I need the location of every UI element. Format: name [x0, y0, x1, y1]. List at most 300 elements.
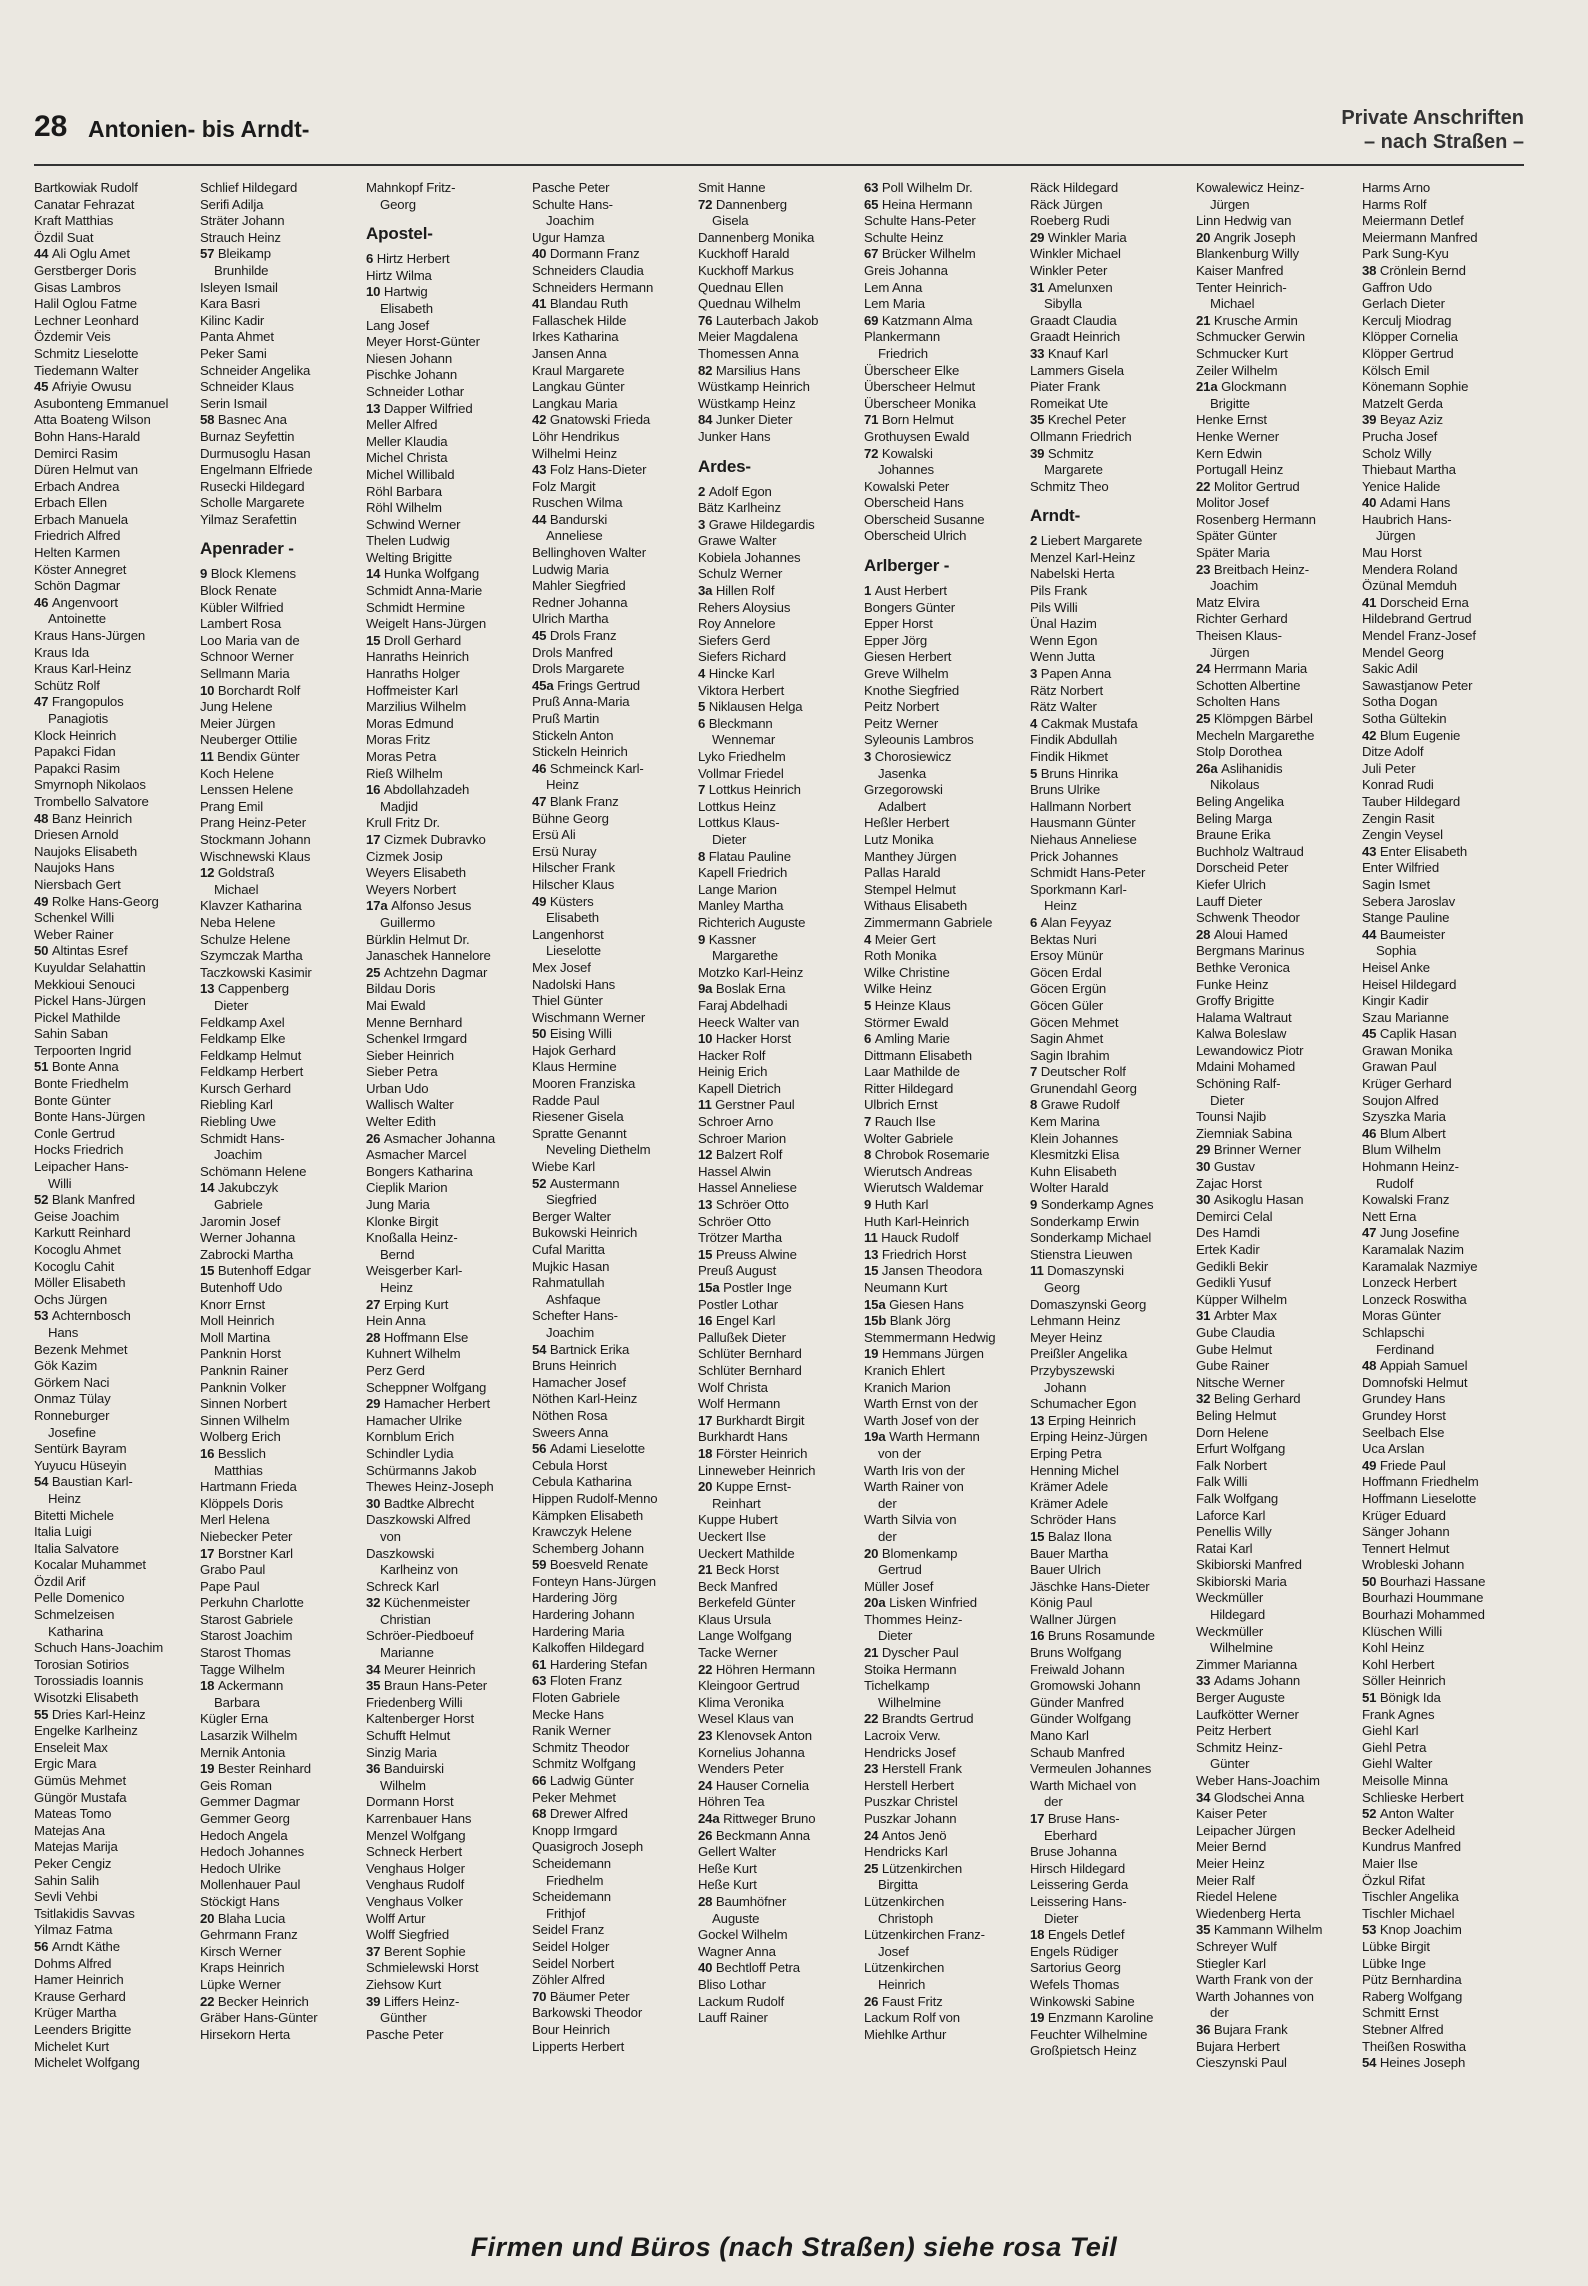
directory-entry: [1030, 379, 1194, 396]
house-number: 9: [864, 1197, 875, 1213]
directory-entry: [864, 1894, 1028, 1911]
resident-name: Scheidemann: [532, 1855, 611, 1871]
directory-entry: [864, 1529, 1028, 1546]
resident-name: Mecke Hans: [532, 1706, 604, 1722]
directory-entry: [532, 1939, 696, 1956]
directory-entry: [1030, 1512, 1194, 1529]
directory-entry: [34, 1010, 198, 1027]
resident-name: Langkau Günter: [532, 379, 625, 395]
directory-entry: [1030, 799, 1194, 816]
directory-entry: [1196, 744, 1360, 761]
directory-entry: [1030, 865, 1194, 882]
resident-name: Hocks Friedrich: [34, 1142, 124, 1158]
directory-entry: [532, 927, 696, 944]
resident-name: Schaub Manfred: [1030, 1744, 1125, 1760]
resident-name: Sänger Johann: [1362, 1524, 1450, 1540]
house-number: 13: [864, 1246, 882, 1262]
directory-entry: [1196, 2022, 1360, 2039]
resident-name: Becker Heinrich: [217, 1993, 309, 2009]
house-number: 23: [864, 1761, 882, 1777]
directory-entry: [200, 1114, 364, 1131]
resident-name: Klöpper Cornelia: [1362, 329, 1458, 345]
resident-name: Cieszynski Paul: [1196, 2055, 1287, 2071]
house-number: 13: [200, 981, 218, 997]
resident-name: Bourhazi Hoummane: [1362, 1590, 1484, 1606]
directory-entry: [366, 948, 530, 965]
directory-entry: [1196, 827, 1360, 844]
directory-entry: [698, 1877, 862, 1894]
directory-entry: [200, 280, 364, 297]
resident-name: Kraus Ida: [34, 644, 90, 660]
directory-entry: [34, 462, 198, 479]
resident-name: Onmaz Tülay: [34, 1391, 111, 1407]
resident-name: Klöpper Gertrud: [1362, 345, 1454, 361]
resident-name: Seidel Holger: [532, 1938, 610, 1954]
resident-name: Hajok Gerhard: [532, 1042, 616, 1058]
directory-entry: [34, 479, 198, 496]
directory-entry: [1362, 412, 1526, 429]
directory-entry: [366, 649, 530, 666]
resident-name: Geis Roman: [200, 1777, 272, 1793]
house-number: 24a: [698, 1811, 724, 1826]
house-number: 20: [864, 1545, 882, 1561]
directory-entry: [200, 882, 364, 899]
resident-name: Schneider Angelika: [200, 362, 311, 378]
directory-entry: [34, 1325, 198, 1342]
resident-name: Hoffmeister Karl: [366, 682, 458, 698]
resident-name: Grzegorowski: [864, 782, 943, 798]
house-number: 28: [366, 1329, 384, 1345]
resident-name: Kaltenberger Horst: [366, 1711, 474, 1727]
directory-entry: [532, 1922, 696, 1939]
resident-name: Schwenk Theodor: [1196, 910, 1300, 926]
resident-name: Hirsekorn Herta: [200, 2026, 291, 2042]
directory-entry: [1196, 595, 1360, 612]
directory-entry: [200, 1313, 364, 1330]
resident-name: Matz Elvira: [1196, 594, 1260, 610]
resident-name: Dannenberg: [715, 196, 787, 212]
house-number: 7: [864, 1114, 875, 1130]
resident-name: Krüger Martha: [34, 2005, 117, 2021]
resident-name: Margarete: [1044, 462, 1103, 478]
resident-name: Schreyer Wulf: [1196, 1938, 1277, 1954]
directory-entry: [366, 1214, 530, 1231]
directory-entry: [864, 583, 1028, 600]
resident-name: Christian: [380, 1611, 431, 1627]
directory-entry: [34, 678, 198, 695]
directory-entry: [1196, 1225, 1360, 1242]
directory-entry: [864, 1015, 1028, 1032]
directory-entry: [366, 1280, 530, 1297]
resident-name: Austermann: [549, 1175, 620, 1191]
house-number: 15a: [864, 1296, 890, 1312]
directory-entry: [1030, 1911, 1194, 1928]
directory-entry: [200, 1562, 364, 1579]
house-number: 71: [864, 412, 882, 428]
house-number: 9a: [698, 981, 716, 997]
directory-entry: [532, 711, 696, 728]
directory-entry: [1196, 1806, 1360, 1823]
house-number: 37: [366, 1943, 384, 1959]
directory-entry: [1362, 811, 1526, 828]
directory-entry: [698, 666, 862, 683]
resident-name: Klöppels Doris: [200, 1495, 283, 1511]
resident-name: Matejas Marija: [34, 1839, 118, 1855]
resident-name: Heinig Erich: [698, 1064, 768, 1080]
resident-name: Burnaz Seyfettin: [200, 428, 295, 444]
resident-name: Bruns Heinrich: [532, 1358, 617, 1374]
directory-entry: [1362, 1906, 1526, 1923]
directory-entry: [864, 462, 1028, 479]
resident-name: Niehaus Anneliese: [1030, 831, 1137, 847]
resident-name: Sinnen Norbert: [200, 1396, 287, 1412]
resident-name: der: [878, 1495, 897, 1511]
directory-entry: [864, 716, 1028, 733]
directory-entry: [1196, 761, 1360, 778]
house-number: 72: [698, 196, 716, 212]
resident-name: Postler Lothar: [698, 1296, 778, 1312]
resident-name: Boslak Erna: [715, 981, 786, 997]
resident-name: Wenn Egon: [1030, 632, 1098, 648]
directory-entry: [698, 1363, 862, 1380]
directory-entry: [34, 1209, 198, 1226]
directory-entry: [366, 1844, 530, 1861]
directory-entry: [532, 694, 696, 711]
directory-entry: [1362, 860, 1526, 877]
directory-entry: [864, 766, 1028, 783]
resident-name: Warth Silvia von: [864, 1512, 957, 1528]
directory-entry: [1196, 1391, 1360, 1408]
house-number: 16: [1030, 1628, 1048, 1644]
house-number: 54: [34, 1474, 52, 1490]
resident-name: Frithjof: [546, 1905, 586, 1921]
resident-name: Syleounis Lambros: [864, 732, 974, 748]
resident-name: Nikolaus: [1210, 777, 1260, 793]
directory-entry: [532, 562, 696, 579]
directory-entry: [366, 197, 530, 214]
directory-entry: [864, 2010, 1028, 2027]
resident-name: Heeck Walter van: [698, 1014, 800, 1030]
resident-name: Serin Ismail: [200, 395, 268, 411]
directory-entry: [366, 815, 530, 832]
house-number: 40: [698, 1960, 716, 1976]
directory-entry: [532, 1889, 696, 1906]
resident-name: Pruß Anna-Maria: [532, 694, 630, 710]
directory-entry: [200, 2010, 364, 2027]
directory-entry: [532, 960, 696, 977]
resident-name: Pelle Domenico: [34, 1590, 125, 1606]
directory-entry: [200, 1645, 364, 1662]
resident-name: Bergmans Marinus: [1196, 943, 1305, 959]
resident-name: Später Günter: [1196, 528, 1277, 544]
resident-name: Dohms Alfred: [34, 1955, 112, 1971]
directory-entry: [366, 1927, 530, 1944]
directory-entry: [200, 230, 364, 247]
house-number: 9: [200, 566, 211, 582]
directory-entry: [1196, 446, 1360, 463]
resident-name: Zajac Horst: [1196, 1175, 1262, 1191]
house-number: 45: [34, 379, 52, 395]
directory-entry: [34, 1425, 198, 1442]
resident-name: Schindler Lydia: [366, 1445, 454, 1461]
directory-entry: [698, 1197, 862, 1214]
directory-entry: [532, 1342, 696, 1359]
resident-name: Wilke Christine: [864, 964, 950, 980]
resident-name: Schlüter Bernhard: [698, 1346, 802, 1362]
directory-entry: [1362, 1707, 1526, 1724]
directory-entry: [864, 1280, 1028, 1297]
directory-entry: [864, 213, 1028, 230]
resident-name: Sibylla: [1044, 296, 1082, 312]
directory-entry: [1362, 396, 1526, 413]
directory-entry: [532, 412, 696, 429]
resident-name: Quednau Ellen: [698, 279, 784, 295]
resident-name: Günder Manfred: [1030, 1694, 1124, 1710]
resident-name: Mai Ewald: [366, 997, 426, 1013]
directory-entry: [34, 280, 198, 297]
resident-name: Romeikat Ute: [1030, 395, 1109, 411]
resident-name: Hanraths Holger: [366, 666, 460, 682]
resident-name: Bohn Hans-Harald: [34, 428, 141, 444]
resident-name: Serifi Adilja: [200, 196, 264, 212]
resident-name: Sträter Johann: [200, 213, 285, 229]
directory-entry: [864, 1794, 1028, 1811]
directory-entry: [200, 915, 364, 932]
resident-name: Burkhardt Hans: [698, 1429, 788, 1445]
directory-entry: [532, 1458, 696, 1475]
directory-entry: [532, 1441, 696, 1458]
directory-entry: [200, 1297, 364, 1314]
directory-entry: [34, 1740, 198, 1757]
directory-column: [34, 180, 198, 2210]
house-number: 24: [698, 1777, 716, 1793]
resident-name: Gemmer Dagmar: [200, 1794, 300, 1810]
directory-entry: [34, 943, 198, 960]
resident-name: Gube Claudia: [1196, 1324, 1275, 1340]
resident-name: Jürgen: [1376, 528, 1416, 544]
directory-entry: [200, 429, 364, 446]
resident-name: Marsilius Hans: [715, 362, 801, 378]
directory-entry: [1030, 600, 1194, 617]
resident-name: Oberscheid Hans: [864, 495, 964, 511]
resident-name: Przybyszewski: [1030, 1362, 1115, 1378]
directory-entry: [200, 1927, 364, 1944]
directory-entry: [366, 1512, 530, 1529]
directory-entry: [366, 1346, 530, 1363]
resident-name: Gök Kazim: [34, 1358, 98, 1374]
directory-entry: [200, 329, 364, 346]
resident-name: Papakci Fidan: [34, 744, 116, 760]
directory-entry: [200, 732, 364, 749]
resident-name: Quasigroch Joseph: [532, 1839, 644, 1855]
directory-entry: [1362, 1491, 1526, 1508]
resident-name: Joachim: [546, 213, 595, 229]
directory-entry: [1196, 528, 1360, 545]
resident-name: Hendricks Josef: [864, 1744, 956, 1760]
house-number: 45: [1362, 1026, 1380, 1042]
resident-name: Schmitt Ernst: [1362, 2005, 1439, 2021]
directory-entry: [366, 533, 530, 550]
directory-entry: [698, 1380, 862, 1397]
directory-entry: [200, 616, 364, 633]
resident-name: Seidel Franz: [532, 1922, 605, 1938]
directory-entry: [864, 649, 1028, 666]
house-number: 13: [366, 400, 384, 416]
directory-entry: [200, 213, 364, 230]
directory-entry: [366, 1994, 530, 2011]
resident-name: Heße Kurt: [698, 1860, 757, 1876]
directory-entry: [366, 1164, 530, 1181]
directory-entry: [366, 318, 530, 335]
directory-entry: [1030, 446, 1194, 463]
resident-name: Beling Helmut: [1196, 1407, 1277, 1423]
resident-name: Theisen Klaus-: [1196, 628, 1282, 644]
directory-entry: [1030, 1877, 1194, 1894]
resident-name: Helten Karmen: [34, 545, 121, 561]
resident-name: Meier Ralf: [1196, 1872, 1255, 1888]
resident-name: Bruse Johanna: [1030, 1844, 1117, 1860]
house-number: 65: [864, 196, 882, 212]
resident-name: Friedhelm: [546, 1872, 604, 1888]
directory-entry: [1362, 1590, 1526, 1607]
directory-entry: [864, 1247, 1028, 1264]
resident-name: Preißler Angelika: [1030, 1346, 1128, 1362]
resident-name: Durmusoglu Hasan: [200, 445, 311, 461]
resident-name: Roy Annelore: [698, 616, 776, 632]
directory-entry: [366, 716, 530, 733]
resident-name: Kuppe Hubert: [698, 1512, 778, 1528]
resident-name: Theißen Roswitha: [1362, 2038, 1466, 2054]
resident-name: Knop Joachim: [1379, 1922, 1462, 1938]
resident-name: Klaus Ursula: [698, 1611, 771, 1627]
house-number: 39: [1030, 445, 1048, 461]
resident-name: Domaszynski: [1047, 1263, 1124, 1279]
directory-entry: [864, 1496, 1028, 1513]
directory-entry: [200, 246, 364, 263]
resident-name: Menzel Karl-Heinz: [1030, 549, 1136, 565]
resident-name: Joachim: [1210, 578, 1259, 594]
resident-name: Erbach Manuela: [34, 511, 128, 527]
directory-entry: [200, 782, 364, 799]
directory-entry: [200, 799, 364, 816]
directory-entry: [1196, 1275, 1360, 1292]
directory-entry: [1362, 1823, 1526, 1840]
directory-entry: [1362, 213, 1526, 230]
directory-entry: [366, 1761, 530, 1778]
resident-name: Bätz Karlheinz: [698, 500, 781, 516]
directory-column: [1196, 180, 1360, 2210]
directory-entry: [698, 1429, 862, 1446]
house-number: 31: [1196, 1308, 1214, 1324]
directory-entry: [34, 1557, 198, 1574]
directory-entry: [1030, 396, 1194, 413]
directory-entry: [200, 1064, 364, 1081]
directory-entry: [1362, 827, 1526, 844]
resident-name: Pasche Peter: [532, 180, 610, 195]
resident-name: Welting Brigitte: [366, 549, 453, 565]
directory-entry: [532, 1673, 696, 1690]
resident-name: Gertrud: [878, 1562, 922, 1578]
directory-entry: [698, 1794, 862, 1811]
directory-entry: [1362, 1524, 1526, 1541]
directory-entry: [864, 600, 1028, 617]
resident-name: Tagge Wilhelm: [200, 1661, 285, 1677]
house-number: 67: [864, 246, 882, 262]
house-number: 50: [532, 1026, 550, 1042]
directory-entry: [34, 1109, 198, 1126]
house-number: 23: [698, 1728, 716, 1744]
directory-entry: [532, 1972, 696, 1989]
directory-entry: [200, 296, 364, 313]
resident-name: Radde Paul: [532, 1092, 600, 1108]
directory-entry: [532, 678, 696, 695]
resident-name: Mekkioui Senouci: [34, 976, 135, 992]
resident-name: Tenter Heinrich-: [1196, 279, 1287, 295]
directory-entry: [532, 611, 696, 628]
directory-entry: [366, 301, 530, 318]
directory-entry: [366, 1048, 530, 1065]
resident-name: Hassel Alwin: [698, 1163, 771, 1179]
resident-name: Block Klemens: [210, 566, 296, 582]
directory-entry: [1196, 1059, 1360, 1076]
resident-name: Kranich Marion: [864, 1379, 951, 1395]
resident-name: Überscheer Monika: [864, 395, 976, 411]
directory-entry: [200, 633, 364, 650]
resident-name: Scholten Hans: [1196, 694, 1280, 710]
resident-name: Lammers Gisela: [1030, 362, 1124, 378]
directory-entry: [1362, 744, 1526, 761]
directory-entry: [532, 1408, 696, 1425]
directory-entry: [366, 1496, 530, 1513]
resident-name: Block Renate: [200, 583, 277, 599]
directory-entry: [864, 1877, 1028, 1894]
directory-entry: [200, 1081, 364, 1098]
resident-name: Gellert Walter: [698, 1844, 777, 1860]
directory-entry: [532, 1142, 696, 1159]
directory-entry: [864, 1911, 1028, 1928]
directory-entry: [864, 849, 1028, 866]
resident-name: Faraj Abdelhadi: [698, 997, 788, 1013]
directory-entry: [34, 827, 198, 844]
street-heading: Apenrader -: [200, 539, 294, 559]
resident-name: Dannenberg Monika: [698, 229, 815, 245]
resident-name: Viktora Herbert: [698, 682, 785, 698]
directory-entry: [34, 1375, 198, 1392]
resident-name: Berent Sophie: [383, 1943, 466, 1959]
resident-name: Ali Oglu Amet: [51, 246, 130, 262]
directory-entry: [34, 977, 198, 994]
directory-entry: [698, 1230, 862, 1247]
resident-name: Feuchter Wilhelmine: [1030, 2026, 1148, 2042]
directory-entry: [1196, 1126, 1360, 1143]
resident-name: Flatau Pauline: [708, 848, 791, 864]
resident-name: Riedel Helene: [1196, 1889, 1277, 1905]
resident-name: Halama Waltraut: [1196, 1009, 1292, 1025]
resident-name: Peker Cengiz: [34, 1855, 112, 1871]
resident-name: Gehrmann Franz: [200, 1927, 298, 1943]
resident-name: Adami Hans: [1379, 495, 1451, 511]
directory-entry: [366, 1297, 530, 1314]
directory-column: [532, 180, 696, 2210]
resident-name: Juli Peter: [1362, 760, 1416, 776]
house-number: 11: [698, 1097, 716, 1113]
resident-name: Heisel Hildegard: [1362, 976, 1457, 992]
directory-entry: [34, 877, 198, 894]
resident-name: König Paul: [1030, 1595, 1093, 1611]
resident-name: Dieter: [1210, 1092, 1245, 1108]
directory-entry: [200, 1794, 364, 1811]
resident-name: Domnofski Helmut: [1362, 1374, 1468, 1390]
